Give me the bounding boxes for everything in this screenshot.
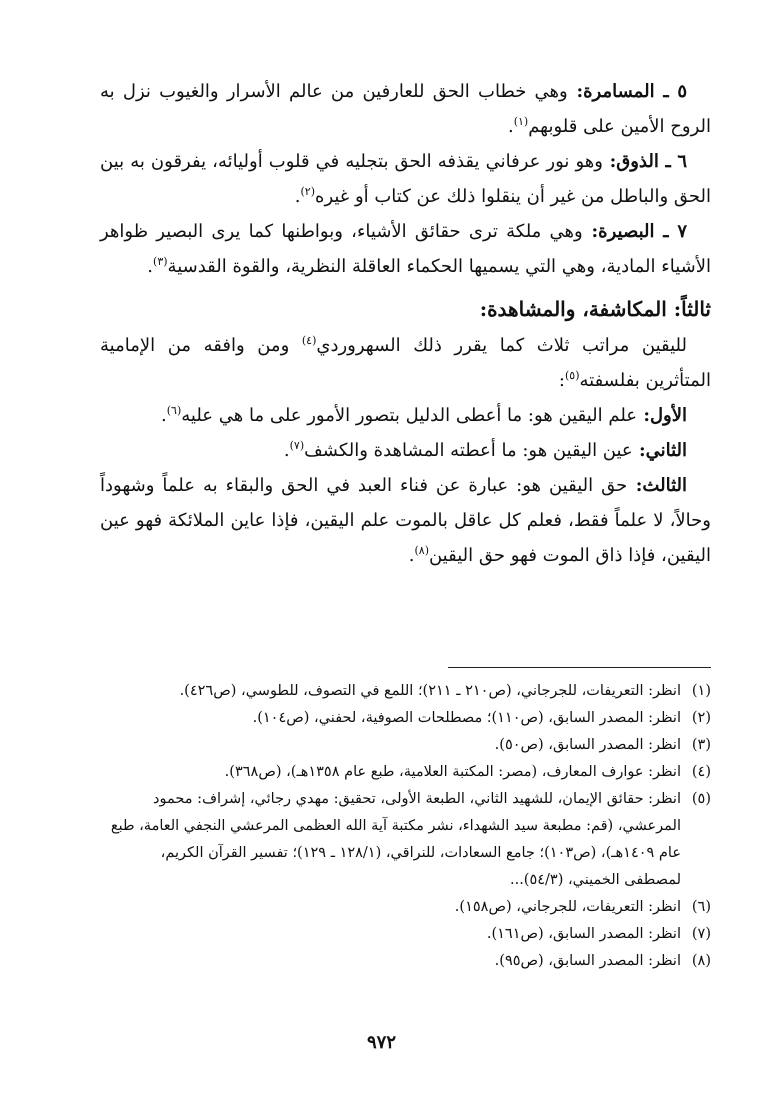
footnote-ref[interactable]: (٢) [300,185,316,198]
footnote-number: (٥) [691,791,711,807]
footnote-number: (٤) [691,764,711,780]
footnote-text: انظر: المصدر السابق، (ص٥٠). [494,737,681,753]
paragraph-dhawq [100,144,711,214]
footnote-number: (٧) [691,926,711,942]
footnote-item [100,678,711,705]
punctuation: . [283,440,290,461]
punctuation: . [507,116,514,137]
footnote-number: (٣) [691,737,711,753]
paragraph-musamara [100,74,711,144]
paragraph-basira [100,214,711,284]
footnote-item [100,732,711,759]
footnote-text: انظر: المصدر السابق، (ص١١٠)؛ مصطلحات الصوفية، لحفني، (ص١٠٤). [252,710,681,726]
paragraph-second [100,433,711,468]
punctuation: : [558,370,565,391]
punctuation: . [294,186,301,207]
footnote-item [100,786,711,894]
footnote-ref[interactable]: (٧) [289,439,305,452]
footnote-ref[interactable]: (٦) [166,404,182,417]
footnote-item [100,921,711,948]
paragraph-text: وهي ملكة ترى حقائق الأشياء، وبواطنها كما يرى البصير ظواهر الأشياء المادية، وهي التي يسميها الحكماء العاقلة النظرية، والقوة القدسية [100,221,711,277]
term-label: الأول: [637,405,687,426]
term-label: ٦ ـ الذوق: [602,151,688,172]
paragraph-text: عين اليقين هو: ما أعطته المشاهدة والكشف [304,440,633,461]
term-label: ٧ ـ البصيرة: [582,221,687,242]
term-label: ٥ ـ المسامرة: [567,81,688,102]
paragraph-text: وهي خطاب الحق للعارفين من عالم الأسرار والغيوب نزل به الروح الأمين على قلوبهم [100,81,711,137]
footnote-ref[interactable]: (٥) [564,369,580,382]
paragraph-text: حق اليقين هو: عبارة عن فناء العبد في الحق والبقاء به علماً وشهوداً وحالاً، لا علماً فقط، فعلم كل عاقل بالموت علم اليقين، فإذا عاين الملائكة فهو عين اليقين، فإذا ذاق الموت فهو حق اليقين [100,475,711,566]
paragraph-text: علم اليقين هو: ما أعطى الدليل بتصور الأمور على ما هي عليه [181,405,638,426]
footnotes [100,678,711,975]
footnote-item [100,705,711,732]
punctuation: . [161,405,167,426]
paragraph-third [100,468,711,573]
footnote-text: انظر: عوارف المعارف، (مصر: المكتبة العلامية، طبع عام ١٣٥٨هـ)، (ص٣٦٨). [224,764,681,780]
footnote-item [100,948,711,975]
footnote-text: انظر: المصدر السابق، (ص٩٥). [494,953,681,969]
paragraph-intro [100,328,711,398]
footnote-divider [448,667,711,668]
footnote-text: انظر: المصدر السابق، (ص١٦١). [486,926,681,942]
punctuation: . [147,256,154,277]
footnote-number: (١) [691,683,711,699]
paragraph-text: ومن وافقه من الإمامية المتأثرين بفلسفته [100,335,711,391]
footnote-ref[interactable]: (٣) [153,255,168,268]
page-number: ٩٧٢ [366,1032,396,1053]
footnote-text: انظر: حقائق الإيمان، للشهيد الثاني، الطبعة الأولى، تحقيق: مهدي رجائي، إشراف: محمود المرعشي، (قم: مطبعة سيد الشهداء، نشر مكتبة آية الله العظمى المرعشي النجفي العامة، طبع عام ١٤٠٩هـ)، (ص١٠٣)؛ جامع السعادات، للنراقي، (١٢٨/١ ـ ١٢٩)؛ تفسير القرآن الكريم، لمصطفى الخميني، (٥٤/٣)... [110,791,681,888]
section-heading: ثالثاً: المكاشفة، والمشاهدة: [479,297,711,321]
footnote-number: (٢) [691,710,711,726]
footnote-number: (٨) [691,953,711,969]
footnote-item [100,894,711,921]
footnote-text: انظر: التعريفات، للجرجاني، (ص١٥٨). [454,899,681,915]
paragraph-text: لليقين مراتب ثلاث كما يقرر ذلك السهروردي [316,335,687,356]
footnote-number: (٦) [691,899,711,915]
footnote-text: انظر: التعريفات، للجرجاني، (ص٢١٠ ـ ٢١١)؛ اللمع في التصوف، للطوسي، (ص٤٢٦). [179,683,681,699]
footnote-ref[interactable]: (٤) [301,334,317,347]
main-text [100,74,711,573]
term-label: الثالث: [627,475,687,496]
footnote-item [100,759,711,786]
paragraph-first [100,398,711,433]
punctuation: . [408,545,415,566]
footnote-ref[interactable]: (١) [513,115,529,128]
paragraph-text: وهو نور عرفاني يقذفه الحق بتجليه في قلوب أوليائه، يفرقون به بين الحق والباطل من غير أن ينقلوا ذلك عن كتاب أو غيره [100,151,711,207]
footnote-ref[interactable]: (٨) [414,544,429,557]
term-label: الثاني: [632,440,687,461]
